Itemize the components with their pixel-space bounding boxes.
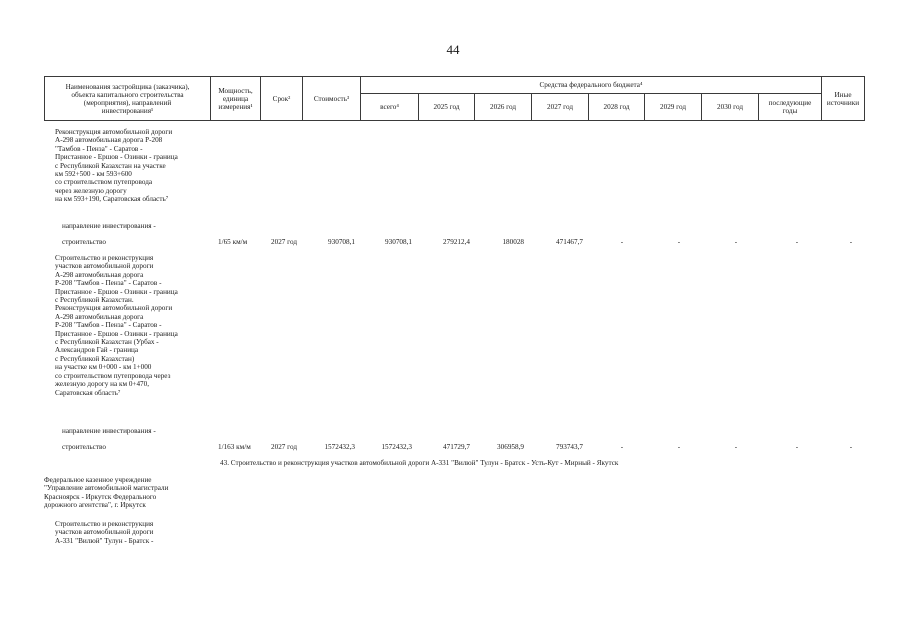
direction-label: направление инвестирования - [62, 222, 156, 230]
cell-2025: 471729,7 [443, 443, 470, 451]
cell-2025: 279212,4 [443, 238, 470, 246]
header-2029: 2029 год [645, 94, 702, 121]
header-2030: 2030 год [702, 94, 759, 121]
cell-term: 2027 год [271, 443, 297, 451]
cell-2030: - [734, 443, 738, 451]
header-name: Наименования застройщика (заказчика), объекта капитального строительства (мероприятия), направлений инвестирования¹ [45, 77, 211, 121]
section-title: 43. Строительство и реконструкция участков автомобильной дороги А-331 "Вилюй" Тулун - Братск - Усть-Кут - Мирный - Якутск [220, 459, 619, 467]
header-2026: 2026 год [475, 94, 532, 121]
cell-total: 930708,1 [385, 238, 412, 246]
cell-2028: - [620, 443, 624, 451]
cell-capacity: 1/163 км/м [218, 443, 251, 451]
cell-later: - [795, 443, 799, 451]
header-2028: 2028 год [589, 94, 645, 121]
cell-2026: 306958,9 [497, 443, 524, 451]
header-2025: 2025 год [419, 94, 475, 121]
cell-2027: 793743,7 [556, 443, 583, 451]
header-2027: 2027 год [532, 94, 589, 121]
row-label: строительство [62, 443, 106, 451]
cell-other: - [849, 238, 853, 246]
header-later-years: последующие годы [759, 94, 822, 121]
cell-2027: 471467,7 [556, 238, 583, 246]
object-name: Строительство и реконструкция участков автомобильной дороги А-331 "Вилюй" Тулун - Братск - [55, 520, 154, 545]
cell-2029: - [677, 238, 681, 246]
header-capacity: Мощность, единица измерения¹ [211, 77, 261, 121]
cell-cost: 930708,1 [328, 238, 355, 246]
cell-capacity: 1/65 км/м [218, 238, 248, 246]
direction-label: направление инвестирования - [62, 427, 156, 435]
cell-other: - [849, 443, 853, 451]
table-header [44, 76, 865, 121]
object-name: Реконструкция автомобильной дороги А-298 автомобильная дорога Р-208 "Тамбов - Пенза" - Саратов - Пристанное - Ершов - Озинки - граница с Республикой Казахстан на участке км 592+500 - км 593+600 со строительством путепровода через железную дорогу на км 593+190, Саратовская область⁷ [55, 128, 178, 204]
header-cost: Стоимость³ [303, 77, 361, 121]
page-number: 44 [446, 42, 460, 57]
header-term: Срок² [261, 77, 303, 121]
cell-total: 1572432,3 [381, 443, 412, 451]
header-federal-budget: Средства федерального бюджета⁴ [361, 77, 822, 94]
cell-later: - [795, 238, 799, 246]
cell-2028: - [620, 238, 624, 246]
cell-cost: 1572432,3 [324, 443, 355, 451]
row-label: строительство [62, 238, 106, 246]
cell-term: 2027 год [271, 238, 297, 246]
object-name: Строительство и реконструкция участков автомобильной дороги А-298 автомобильная дорога Р-208 "Тамбов - Пенза" - Саратов - Пристанное - Ершов - Озинки - граница с Республикой Казахстан. Реконструкция автомобильной дороги А-298 автомобильная дорога Р-208 "Тамбов - Пенза" - Саратов - Пристанное - Ершов - Озинки - граница с Республикой Казахстан (Урбах - Александров Гай - граница с Республикой Казахстан) на участке км 0+000 - км 1+000 со строительством путепровода через железную дорогу на км 0+470, Саратовская область⁷ [55, 254, 178, 397]
cell-2026: 180028 [502, 238, 524, 246]
header-other-sources: Иные источники [822, 77, 865, 121]
header-total: всего⁴ [361, 94, 419, 121]
cell-2030: - [734, 238, 738, 246]
cell-2029: - [677, 443, 681, 451]
customer-name: Федеральное казенное учреждение "Управление автомобильной магистрали Красноярск - Иркутск Федерального дорожного агентства", г. Иркутск [44, 476, 169, 510]
